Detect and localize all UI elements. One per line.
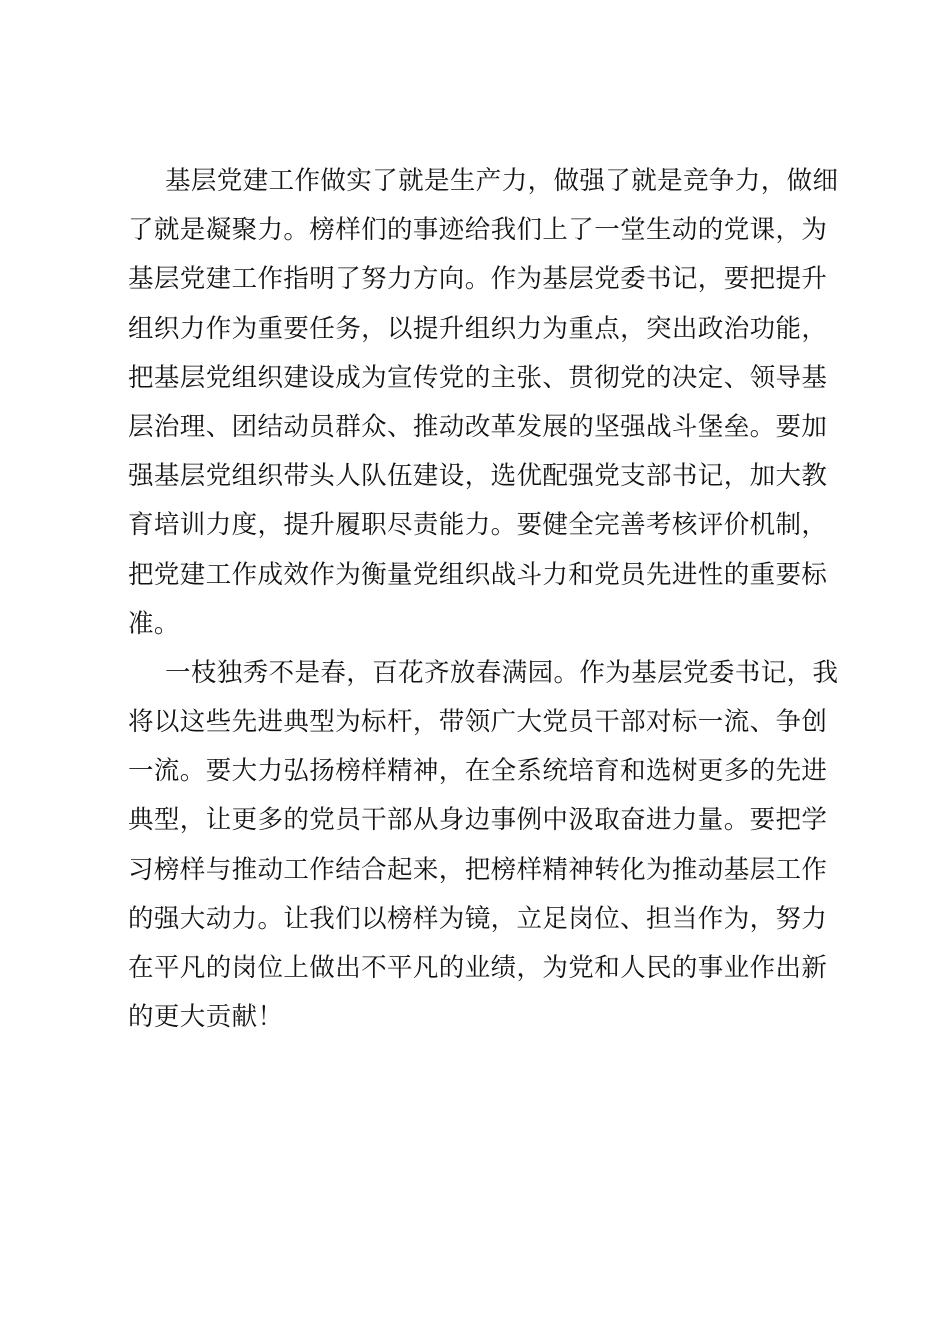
document-body — [128, 157, 839, 1042]
paragraph-line: 基层党建工作指明了努力方向。作为基层党委书记，要把提升 — [128, 264, 828, 295]
paragraph-line: 了就是凝聚力。榜样们的事迹给我们上了一堂生动的党课，为 — [128, 215, 828, 246]
paragraph-2 — [128, 649, 839, 1043]
paragraph-line: 强基层党组织带头人队伍建设，选优配强党支部书记，加大教 — [128, 461, 828, 492]
paragraph-line: 的更大贡献！ — [128, 1002, 284, 1033]
paragraph-line: 准。 — [128, 608, 180, 639]
paragraph-1 — [128, 157, 839, 649]
paragraph-line: 习榜样与推动工作结合起来，把榜样精神转化为推动基层工作 — [128, 854, 828, 885]
paragraph-line: 典型，让更多的党员干部从身边事例中汲取奋进力量。要把学 — [128, 805, 828, 836]
paragraph-line: 一枝独秀不是春，百花齐放春满园。作为基层党委书记，我 — [165, 657, 839, 688]
paragraph-line: 把基层党组织建设成为宣传党的主张、贯彻党的决定、领导基 — [128, 362, 828, 393]
paragraph-line: 层治理、团结动员群众、推动改革发展的坚强战斗堡垒。要加 — [128, 411, 828, 442]
paragraph-line: 育培训力度，提升履职尽责能力。要健全完善考核评价机制， — [128, 510, 828, 541]
paragraph-line: 组织力作为重要任务，以提升组织力为重点，突出政治功能， — [128, 313, 828, 344]
paragraph-line: 一流。要大力弘扬榜样精神，在全系统培育和选树更多的先进 — [128, 756, 828, 787]
paragraph-line: 把党建工作成效作为衡量党组织战斗力和党员先进性的重要标 — [128, 559, 828, 590]
paragraph-line: 在平凡的岗位上做出不平凡的业绩，为党和人民的事业作出新 — [128, 953, 828, 983]
paragraph-line: 的强大动力。让我们以榜样为镜，立足岗位、担当作为，努力 — [128, 903, 828, 934]
paragraph-line: 将以这些先进典型为标杆，带领广大党员干部对标一流、争创 — [128, 707, 828, 738]
paragraph-line: 基层党建工作做实了就是生产力，做强了就是竞争力，做细 — [165, 166, 839, 196]
